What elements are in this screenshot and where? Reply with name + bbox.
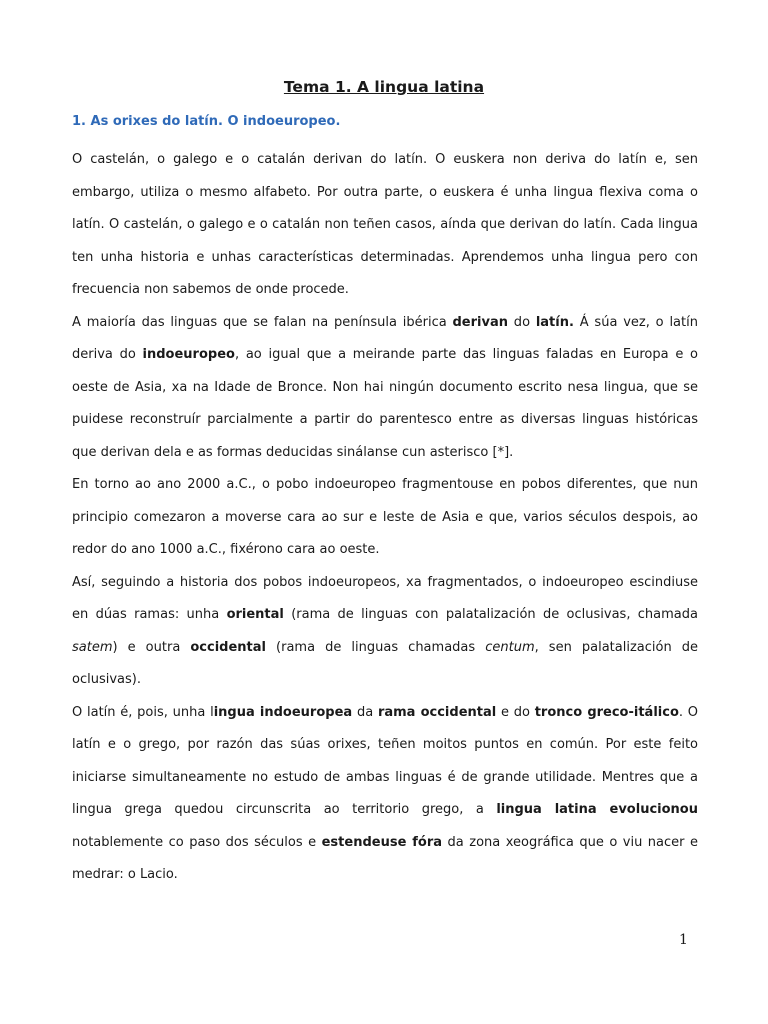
text-run: A maioría das linguas que se falan na península ibérica: [72, 314, 453, 330]
paragraph: [72, 307, 698, 470]
paragraph: [72, 567, 698, 697]
text-run: ) e outra: [112, 639, 191, 655]
section-heading: 1. As orixes do latín. O indoeuropeo.: [72, 114, 341, 129]
text-run: notablemente co paso dos séculos e: [72, 834, 322, 850]
text-run: En torno ao ano 2000 a.C., o pobo indoeuropeo fragmentouse en pobos diferentes, que nun principio comezaron a moverse cara ao sur e leste de Asia e que, varios séculos despois, ao redor do ano 1000 a.C., fixérono cara ao oeste.: [72, 477, 698, 557]
page-number: 1: [679, 932, 688, 948]
text-run: (rama de linguas con palatalización de oclusivas, chamada: [283, 607, 698, 622]
text-run: (rama de linguas chamadas: [265, 639, 486, 655]
text-run: da zona xeográfica que o viu nacer e medrar: o Lacio.: [72, 834, 698, 882]
paragraph: [72, 469, 698, 567]
document-body: [72, 144, 698, 892]
text-run: , ao igual que a meirande parte das linguas faladas en Europa e o oeste de Asia, xa na Idade de Bronce. Non hai ningún documento escrito nesa lingua, que se puidese reconstruír parcialmente a partir do parentesco entre as diversas linguas históricas que derivan dela e as formas deducidas sinálanse cun asterisco [*].: [72, 347, 698, 460]
bold-text-run: rama occidental: [377, 704, 497, 720]
italic-text-run: centum: [485, 639, 535, 655]
bold-text-run: derivan: [452, 314, 508, 330]
text-run: Á súa vez, o latín deriva do: [72, 314, 698, 362]
italic-text-run: satem: [72, 639, 113, 655]
bold-text-run: estendeuse fóra: [321, 834, 443, 850]
text-run: O castelán, o galego e o catalán derivan do latín. O euskera non deriva do latín e, sen embargo, utiliza o mesmo alfabeto. Por outra parte, o euskera é unha lingua flexiva coma o latín. O castelán, o galego e o catalán non teñen casos, aínda que derivan do latín. Cada lingua ten unha historia e unhas características determinadas. Aprendemos unha lingua pero con frecuencia non sabemos de onde procede.: [72, 152, 698, 297]
text-run: , sen palatalización de oclusivas).: [72, 639, 699, 687]
paragraph: [72, 697, 698, 892]
paragraph: [72, 144, 698, 307]
text-run: Así, seguindo a historia dos pobos indoeuropeos, xa fragmentados, o indoeuropeo escindiuse en dúas ramas: unha: [72, 574, 698, 622]
bold-text-run: tronco greco-itálico: [534, 704, 679, 720]
bold-text-run: ingua indoeuropea: [213, 704, 353, 720]
bold-text-run: lingua latina evolucionou: [496, 802, 698, 817]
document-title: Tema 1. A lingua latina: [283, 78, 485, 96]
text-run: da: [352, 704, 378, 720]
bold-text-run: occidental: [190, 639, 266, 655]
text-run: do: [508, 314, 536, 330]
text-run: O latín é, pois, unha l: [72, 704, 214, 720]
text-run: . O latín e o grego, por razón das súas orixes, teñen moitos puntos en común. Por este feito iniciarse simultaneamente no estudo de ambas linguas é de grande utilidade. Mentres que a lingua grega quedou circunscrita ao territorio grego, a: [72, 704, 699, 817]
text-run: e do: [496, 704, 535, 720]
bold-text-run: latín.: [535, 314, 574, 330]
bold-text-run: oriental: [226, 607, 284, 622]
bold-text-run: indoeuropeo: [142, 347, 235, 362]
